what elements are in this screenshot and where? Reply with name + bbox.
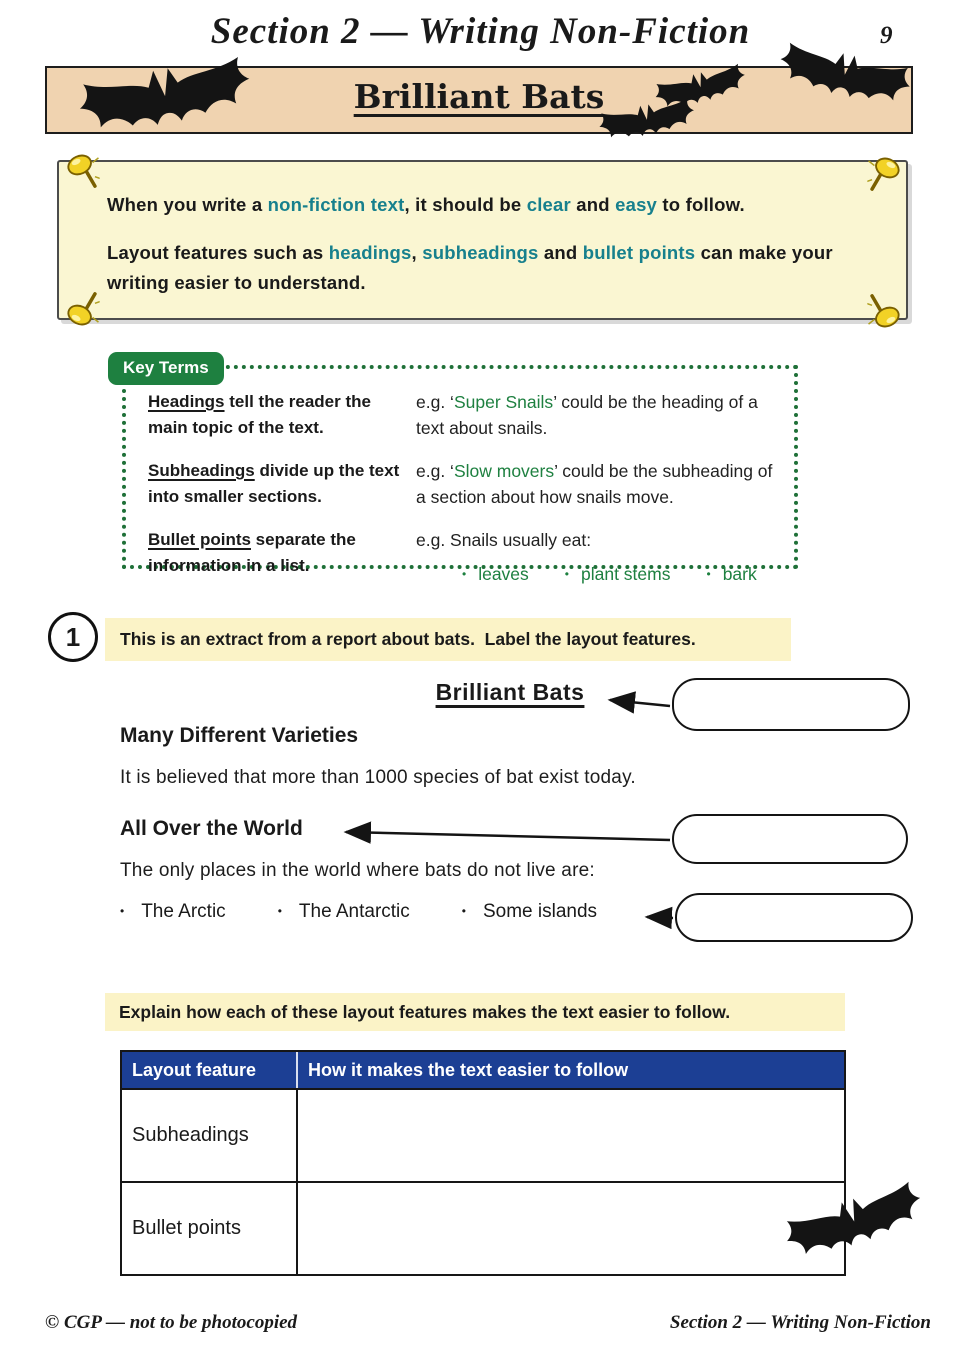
extract-paragraph-1: It is believed that more than 1000 species of bat exist today. <box>120 767 636 788</box>
table-header-explanation: How it makes the text easier to follow <box>308 1060 629 1080</box>
worksheet-title: Brilliant Bats <box>353 77 605 116</box>
explanation-cell[interactable] <box>298 1090 844 1181</box>
extract-subheading-2: All Over the World <box>120 817 303 840</box>
table-row-bullet-points <box>122 1181 844 1274</box>
footer-copyright: © CGP — not to be photocopied <box>45 1312 298 1333</box>
page-number: 9 <box>880 22 893 49</box>
pushpin-icon <box>867 290 903 330</box>
list-item: • bark <box>706 561 756 589</box>
question-number-badge: 1 <box>48 612 98 662</box>
key-terms-box <box>122 358 798 584</box>
pushpin-icon <box>867 155 903 195</box>
page-title: Section 2 — Writing Non-Fiction <box>210 11 751 52</box>
intro-note <box>57 160 908 320</box>
table-row-subheadings <box>122 1088 844 1181</box>
extract-subheading-1: Many Different Varieties <box>120 724 359 747</box>
example-subheadings: e.g. ‘Slow movers’ could be the subheading of a section about how snails move. <box>416 461 773 507</box>
note-paragraph-1: When you write a non-fiction text, it should be clear and easy to follow. <box>107 194 745 215</box>
list-item: • Some islands <box>462 901 597 923</box>
label-box-subheading[interactable] <box>672 814 908 864</box>
table-header-row <box>122 1052 844 1088</box>
explanation-cell[interactable] <box>298 1183 844 1274</box>
list-item: • leaves <box>462 561 529 589</box>
footer-section: Section 2 — Writing Non-Fiction <box>669 1312 931 1333</box>
arrow-to-bullets <box>647 917 673 918</box>
table-header-feature: Layout feature <box>122 1052 298 1088</box>
definition-bullet-points: Bullet points separate the information in a list. <box>148 530 356 575</box>
question-prompt: This is an extract from a report about bats. Label the layout features. <box>105 618 791 661</box>
list-item: • The Arctic <box>120 901 226 923</box>
extract-paragraph-2: The only places in the world where bats do not live are: <box>120 860 595 881</box>
list-item: • The Antarctic <box>278 901 410 923</box>
example-headings: e.g. ‘Super Snails’ could be the heading of a text about snails. <box>416 392 758 438</box>
extract-heading: Brilliant Bats <box>435 679 585 705</box>
list-item: • plant stems <box>565 561 671 589</box>
feature-cell: Bullet points <box>122 1183 298 1274</box>
arrow-to-subheading <box>346 832 670 840</box>
task2-prompt: Explain how each of these layout features makes the text easier to follow. <box>105 993 845 1031</box>
pushpin-icon <box>64 288 100 328</box>
feature-cell: Subheadings <box>122 1090 298 1181</box>
definition-subheadings: Subheadings divide up the text into smaller sections. <box>148 461 400 506</box>
label-box-heading[interactable] <box>672 678 910 731</box>
extract-bullet-list <box>120 901 597 923</box>
pushpin-icon <box>64 152 100 192</box>
definition-headings: Headings tell the reader the main topic of the text. <box>148 392 371 437</box>
example-bullet-list <box>462 561 786 589</box>
example-bullet-points: e.g. Snails usually eat: • leaves • plant stems • bark <box>416 527 786 589</box>
note-paragraph-2: Layout features such as headings, subheadings and bullet points can make your writing easier to understand. <box>107 242 833 293</box>
key-terms-badge: Key Terms <box>108 352 224 385</box>
layout-features-table <box>120 1050 846 1276</box>
label-box-bullet-points[interactable] <box>675 893 913 942</box>
